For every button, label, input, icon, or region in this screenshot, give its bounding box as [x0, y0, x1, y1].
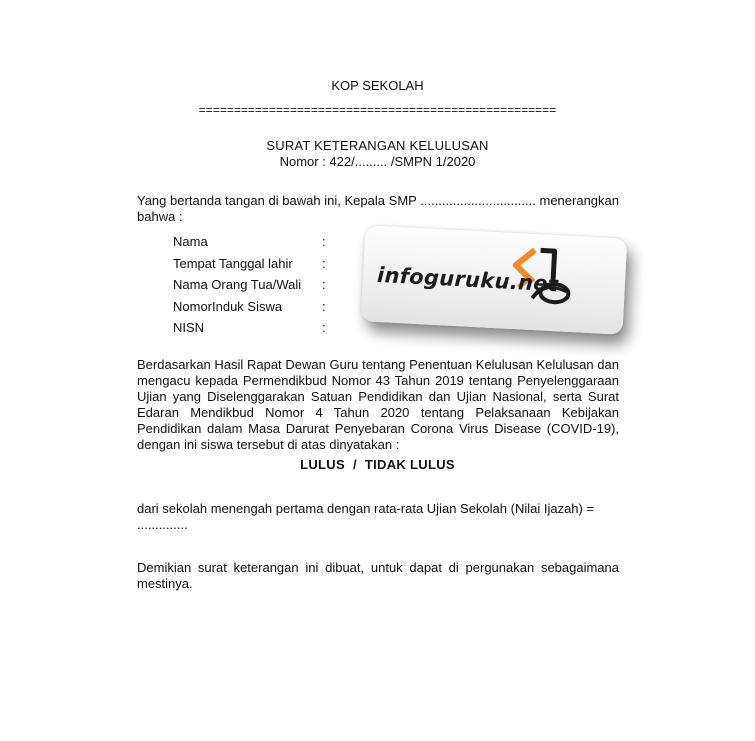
document-title: SURAT KETERANGAN KELULUSAN — [266, 138, 489, 153]
field-label: Nama — [173, 234, 208, 249]
document-number: Nomor : 422/......... /SMPN 1/2020 — [279, 154, 476, 169]
status-lulus: LULUS — [300, 457, 345, 472]
field-row-nisn — [173, 320, 373, 342]
field-colon: : — [322, 320, 326, 335]
status-tidak-lulus: TIDAK LULUS — [364, 457, 455, 472]
closing-paragraph: Demikian surat keterangan ini dibuat, untuk dapat di pergunakan sebagaimana mestinya. — [137, 560, 619, 591]
field-colon: : — [322, 298, 326, 314]
status-slash: / — [352, 457, 357, 472]
field-colon: : — [322, 234, 326, 249]
field-colon: : — [322, 277, 326, 292]
field-row-nama — [173, 234, 373, 256]
graduation-status — [0, 457, 755, 472]
field-row-tempat-tanggal-lahir — [173, 256, 373, 278]
student-fields — [173, 234, 373, 342]
field-label: NISN — [173, 320, 205, 335]
body-paragraph: Berdasarkan Hasil Rapat Dewan Guru tentang Penentuan Kelulusan Kelulusan dan mengacu kepada Permendikbud Nomor 43 Tahun 2019 tentang Penyelenggaraan Ujian yang Diselenggarakan Satuan Pendidikan dan Ujian Nasional, serta Surat Edaran Mendikbud Nomor 4 Tahun 2020 tentang Pelaksanaan Kebijakan Pendidikan dalam Masa Darurat Penyebaran Corona Virus Disease (COVID-19), dengan ini siswa tersebut di atas dinyatakan : — [137, 357, 619, 452]
watermark-text: infoguruku.net — [376, 262, 559, 297]
intro-paragraph: Yang bertanda tangan di bawah ini, Kepala SMP ................................ menerangkan bahwa : — [137, 193, 619, 224]
field-label: Tempat Tanggal lahir — [173, 255, 293, 271]
watermark-card — [361, 225, 628, 335]
field-row-nomor-induk — [173, 299, 373, 321]
kop-sekolah-heading: KOP SEKOLAH — [331, 78, 424, 93]
separator-line: =================================================== — [198, 103, 557, 117]
field-row-nama-orang-tua — [173, 277, 373, 299]
field-colon: : — [322, 255, 326, 271]
field-label: Nama Orang Tua/Wali — [173, 277, 302, 292]
nilai-paragraph: dari sekolah menengah pertama dengan rata-rata Ujian Sekolah (Nilai Ijazah) = .............. — [137, 501, 595, 532]
field-label: NomorInduk Siswa — [173, 298, 283, 314]
